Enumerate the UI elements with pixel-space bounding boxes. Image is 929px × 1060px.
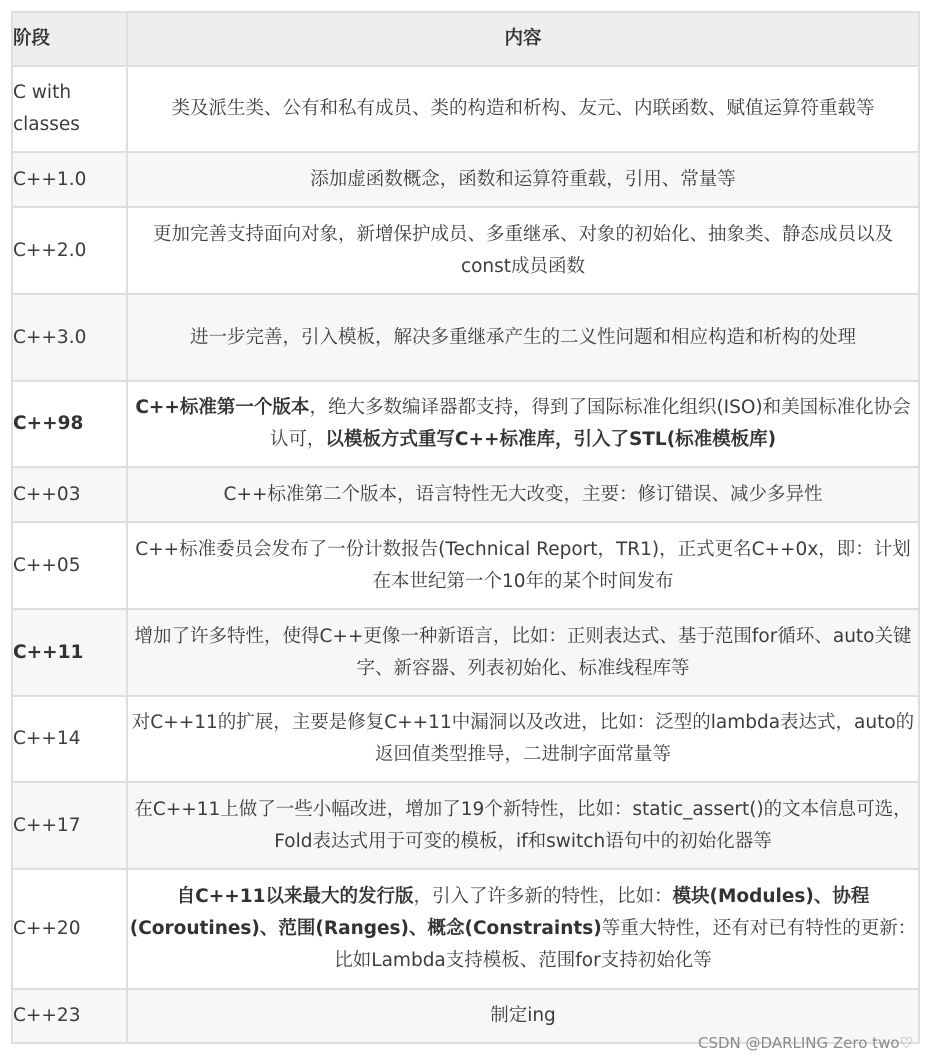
stage-cell: C++20 — [12, 869, 127, 989]
content-cell — [127, 522, 919, 609]
table-row — [12, 696, 919, 782]
text-segment: 增加了许多特性，使得C++更像一种新语言，比如：正则表达式、基于范围for循环、auto关键字、新容器、列表初始化、标准线程库等 — [134, 625, 912, 679]
bold-text-segment: C++标准第一个版本 — [135, 397, 310, 418]
text-segment: 在C++11上做了一些小幅改进，增加了19个新特性，比如：static_assert()的文本信息可选，Fold表达式用于可变的模板，if和switch语句中的初始化器等 — [134, 798, 912, 852]
bold-text-segment: 自C++11以来最大的发行版 — [176, 886, 414, 907]
text-segment: ，引入了许多新的特性，比如： — [413, 886, 673, 907]
stage-cell: C++05 — [12, 522, 127, 609]
text-segment: ，绝大多数编译器都支持，得到了国际标准化组织(ISO)和美国标准化协会认可， — [269, 397, 911, 450]
content-column-header: 内容 — [127, 12, 919, 66]
csdn-watermark: CSDN @DARLING Zero two♡ — [698, 1034, 913, 1052]
table-header — [12, 12, 919, 66]
table-row — [12, 66, 919, 152]
content-cell — [127, 66, 919, 152]
table-row — [12, 522, 919, 609]
stage-cell: C++1.0 — [12, 152, 127, 207]
content-cell — [127, 294, 919, 381]
text-segment: C++标准委员会发布了一份计数报告(Technical Report，TR1)，正式更名C++0x，即：计划在本世纪第一个10年的某个时间发布 — [135, 538, 911, 592]
content-cell — [127, 467, 919, 522]
content-cell — [127, 152, 919, 207]
text-segment: 添加虚函数概念，函数和运算符重载，引用、常量等 — [310, 168, 736, 190]
text-segment: 更加完善支持面向对象，新增保护成员、多重继承、对象的初始化、抽象类、静态成员以及const成员函数 — [152, 223, 893, 277]
table-row — [12, 152, 919, 207]
content-cell — [127, 782, 919, 869]
stage-column-header: 阶段 — [12, 12, 127, 66]
content-cell — [127, 609, 919, 696]
table-row — [12, 609, 919, 696]
content-cell — [127, 207, 919, 294]
stage-cell: C++17 — [12, 782, 127, 869]
stage-cell: C++11 — [12, 609, 127, 696]
table-row — [12, 294, 919, 381]
content-cell — [127, 696, 919, 782]
stage-cell: C++3.0 — [12, 294, 127, 381]
table-row — [12, 869, 919, 989]
stage-cell: C++2.0 — [12, 207, 127, 294]
table-row — [12, 207, 919, 294]
text-segment: C++标准第二个版本，语言特性无大改变，主要：修订错误、减少多异性 — [223, 483, 823, 505]
stage-cell: C++03 — [12, 467, 127, 522]
cpp-history-table — [11, 11, 920, 1044]
table-row — [12, 782, 919, 869]
text-segment: 等重大特性，还有对已有特性的更新：比如Lambda支持模板、范围for支持初始化等 — [334, 918, 917, 971]
bold-text-segment: 模块(Modules)、协程(Coroutines)、范围(Ranges)、概念(Constraints) — [129, 886, 870, 939]
text-segment: 对C++11的扩展，主要是修复C++11中漏洞以及改进，比如：泛型的lambda表达式，auto的返回值类型推导，二进制字面常量等 — [131, 712, 915, 765]
table-row — [12, 467, 919, 522]
text-segment: 类及派生类、公有和私有成员、类的构造和析构、友元、内联函数、赋值运算符重载等 — [171, 98, 875, 119]
content-cell — [127, 381, 919, 467]
table-row — [12, 381, 919, 467]
table-body — [12, 66, 919, 1043]
stage-cell: C++23 — [12, 989, 127, 1043]
content-cell — [127, 869, 919, 989]
stage-cell: C++14 — [12, 696, 127, 782]
bold-text-segment: 以模板方式重写C++标准库，引入了STL(标准模板库) — [325, 429, 777, 450]
text-segment: 制定ing — [490, 1005, 556, 1026]
text-segment: 进一步完善，引入模板，解决多重继承产生的二义性问题和相应构造和析构的处理 — [189, 326, 856, 348]
header-row — [12, 12, 919, 66]
stage-cell: C with classes — [12, 66, 127, 152]
stage-cell: C++98 — [12, 381, 127, 467]
